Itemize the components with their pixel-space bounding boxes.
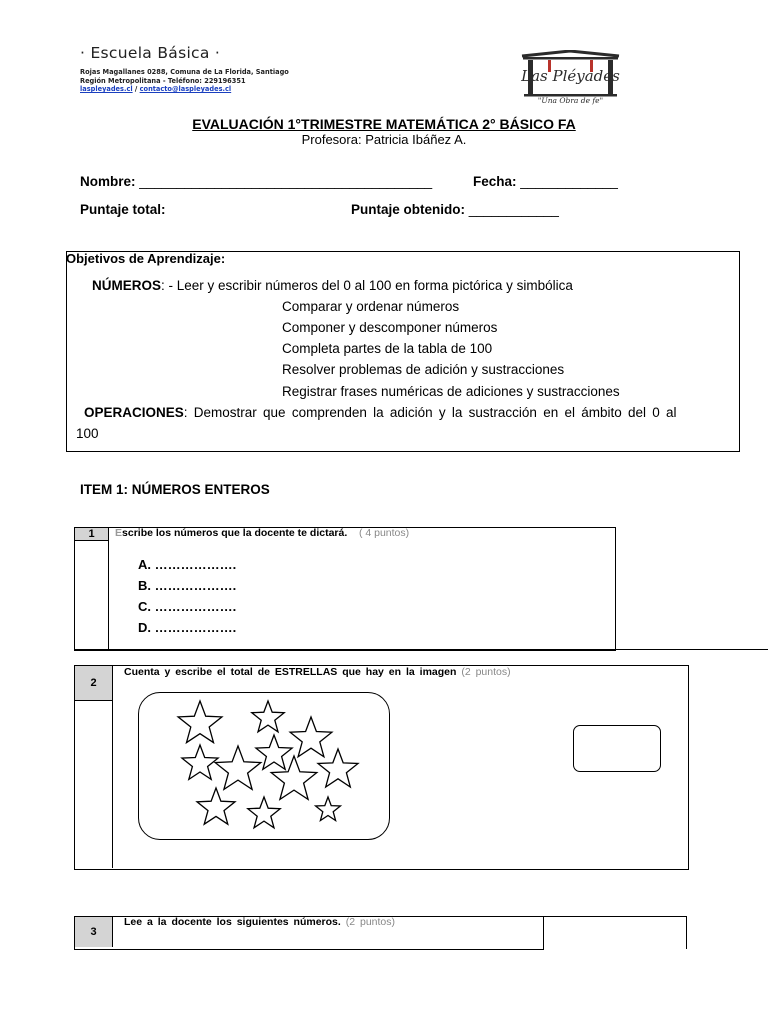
answer-line-a[interactable]: A. ………………. (138, 557, 237, 572)
objective-operations (84, 405, 677, 420)
logo-motto: "Una Obra de fe" (537, 96, 604, 105)
question-number: 3 (75, 917, 113, 947)
question-points: (2 puntos) (345, 916, 396, 928)
question-points: ( 4 puntos) (358, 527, 410, 539)
school-region-phone: Región Metropolitana - Teléfono: 229196351 (80, 77, 246, 85)
date-field[interactable] (473, 174, 618, 189)
objectives-title: Objetivos de Aprendizaje: (66, 251, 226, 266)
operations-text-continued: 100 (76, 426, 99, 441)
star-icon (248, 797, 280, 828)
question-points: (2 puntos) (461, 666, 511, 678)
star-icon (215, 746, 261, 789)
objective-item: Resolver problemas de adición y sustracciones (282, 362, 565, 377)
question-text: Lee a la docente los siguientes números. (2 puntos) (124, 916, 396, 928)
star-icon (178, 701, 222, 743)
answer-line-d[interactable]: D. ………………. (138, 620, 237, 635)
objective-item: Completa partes de la tabla de 100 (282, 341, 493, 356)
numbers-label: NÚMEROS (92, 278, 162, 293)
question-2-column-divider (112, 700, 113, 868)
objective-item: Comparar y ordenar números (282, 299, 460, 314)
obtained-score-label: Puntaje obtenido: (351, 202, 465, 217)
item-heading: ITEM 1: NÚMEROS ENTEROS (80, 482, 270, 497)
exam-title: EVALUACIÓN 1°TRIMESTRE MATEMÁTICA 2° BÁSICO FA (192, 116, 576, 132)
name-label: Nombre: (80, 174, 136, 189)
star-icon (252, 701, 284, 732)
numbers-first-objective: : - Leer y escribir números del 0 al 100 en forma pictórica y simbólica (161, 278, 573, 293)
answer-box[interactable] (573, 725, 661, 772)
answer-line-b[interactable]: B. ………………. (138, 578, 237, 593)
stars-picture (138, 692, 390, 840)
question-3-top-rule-extension (542, 916, 687, 917)
question-number: 2 (75, 666, 113, 701)
teacher-name: Profesora: Patricia Ibáñez A. (301, 132, 467, 147)
date-label: Fecha: (473, 174, 517, 189)
star-icon (318, 749, 358, 787)
obtained-score-field[interactable] (351, 202, 559, 217)
date-blank: _____________ (520, 174, 618, 189)
question-number: 1 (75, 528, 109, 541)
operations-text: : Demostrar que comprenden la adición y la sustracción en el ámbito del 0 al (183, 405, 677, 420)
link-separator: / (132, 85, 140, 93)
operations-label: OPERACIONES (84, 405, 184, 420)
star-icon (182, 745, 218, 779)
objective-numbers (92, 278, 573, 293)
star-icon (290, 717, 332, 757)
total-score-label: Puntaje total: (80, 202, 166, 217)
obtained-score-blank: ____________ (468, 202, 559, 217)
question-3-right-rule (686, 916, 687, 949)
school-links (80, 85, 231, 93)
logo-name: Las Pléyades (521, 67, 620, 85)
school-logo (518, 50, 623, 106)
website-link[interactable]: laspleyades.cl (80, 85, 133, 93)
name-blank: _______________________________________ (139, 174, 433, 189)
question-text: Escribe los números que la docente te dictará. ( 4 puntos) (115, 527, 410, 539)
question-1-column-divider (108, 540, 109, 649)
star-icon (316, 797, 341, 821)
school-address: Rojas Magallanes 0288, Comuna de La Florida, Santiago (80, 68, 289, 76)
objective-item: Componer y descomponer números (282, 320, 498, 335)
star-icon (256, 735, 292, 769)
answer-line-c[interactable]: C. ………………. (138, 599, 237, 614)
name-field[interactable] (80, 174, 432, 189)
email-link[interactable]: contacto@laspleyades.cl (139, 85, 232, 93)
school-name: · Escuela Básica · (80, 44, 221, 62)
star-icon (197, 788, 235, 824)
question-1-bottom-rule (74, 649, 768, 650)
question-text: Cuenta y escribe el total de ESTRELLAS que hay en la imagen (2 puntos) (124, 666, 511, 678)
question-first-letter: E (115, 527, 123, 539)
objective-item: Registrar frases numéricas de adiciones y sustracciones (282, 384, 620, 399)
